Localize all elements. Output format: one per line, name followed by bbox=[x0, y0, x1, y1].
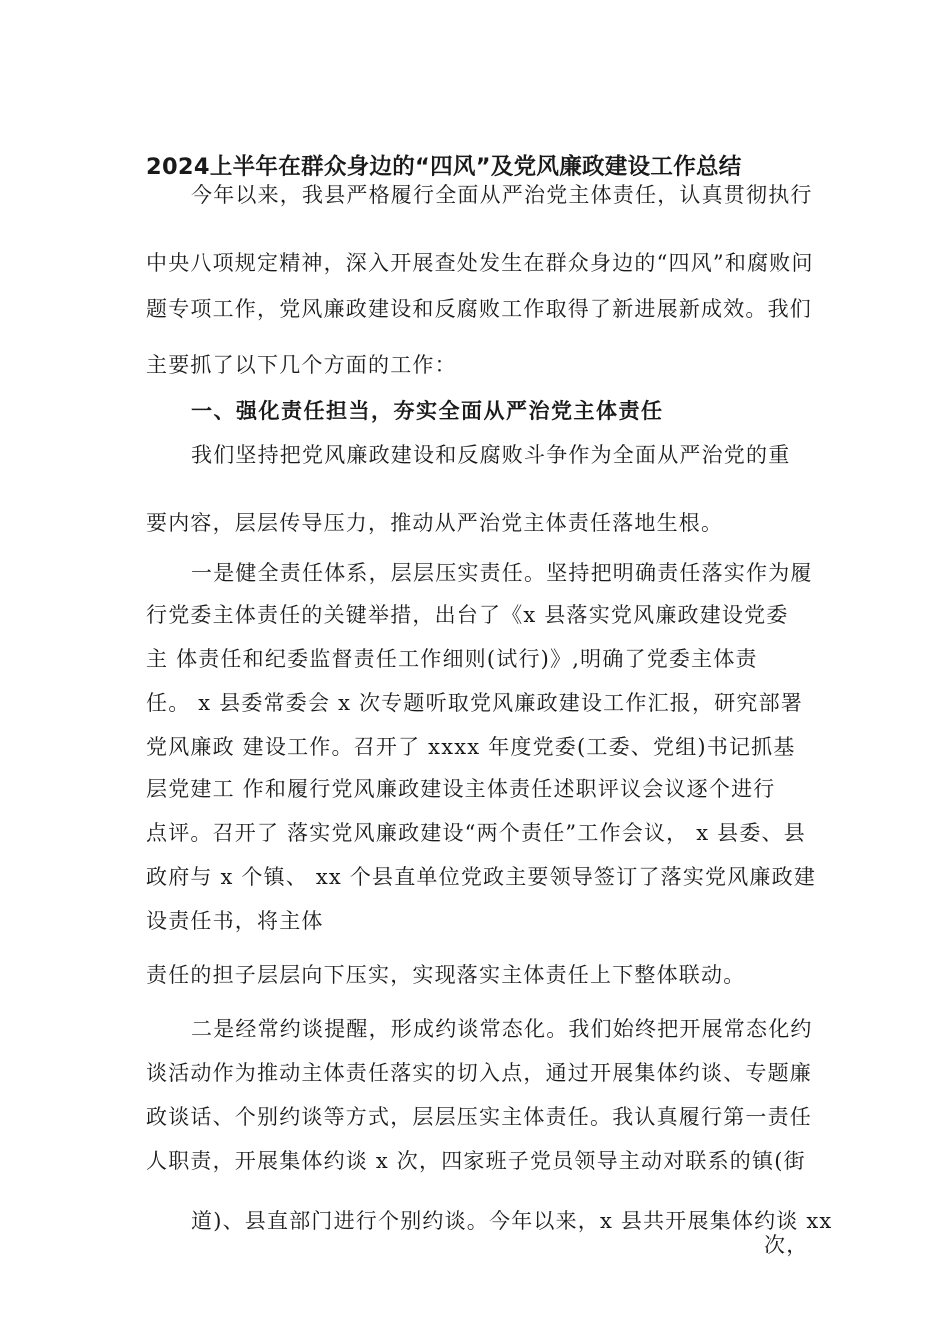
paragraph-line: 主要抓了以下几个方面的工作： bbox=[146, 353, 457, 377]
paragraph-line: 党风廉政 建设工作。召开了 xxxx 年度党委(工委、党组)书记抓基 bbox=[146, 735, 796, 759]
paragraph-line: 责任的担子层层向下压实，实现落实主体责任上下整体联动。 bbox=[146, 963, 746, 987]
paragraph-line: 人职责，开展集体约谈 x 次，四家班子党员领导主动对联系的镇(街 bbox=[146, 1149, 806, 1173]
paragraph-line: 设责任书，将主体 bbox=[146, 909, 324, 933]
section-heading: 一、强化责任担当，夯实全面从严治党主体责任 bbox=[191, 399, 664, 423]
paragraph-line: 今年以来，我县严格履行全面从严治党主体责任，认真贯彻执行 bbox=[191, 183, 813, 207]
paragraph-line: 政府与 x 个镇、 xx 个县直单位党政主要领导签订了落实党风廉政建 bbox=[146, 865, 817, 889]
document-title: 2024上半年在群众身边的“四风”及党风廉政建设工作总结 bbox=[146, 154, 742, 180]
paragraph-line: 道)、县直部门进行个别约谈。今年以来，x 县共开展集体约谈 xx bbox=[191, 1209, 833, 1233]
paragraph-line: 题专项工作，党风廉政建设和反腐败工作取得了新进展新成效。我们 bbox=[146, 297, 812, 321]
paragraph-line: 点评。召开了 落实党风廉政建设“两个责任”工作会议， x 县委、县 bbox=[146, 821, 806, 845]
paragraph-line: 次， bbox=[764, 1233, 809, 1257]
paragraph-line: 任。 x 县委常委会 x 次专题听取党风廉政建设工作汇报，研究部署 bbox=[146, 691, 803, 715]
paragraph-line: 中央八项规定精神，深入开展查处发生在群众身边的“四风”和腐败问 bbox=[146, 251, 814, 275]
paragraph-line: 二是经常约谈提醒，形成约谈常态化。我们始终把开展常态化约 bbox=[191, 1017, 813, 1041]
paragraph-line: 主 体责任和纪委监督责任工作细则(试行)》,明确了党委主体责 bbox=[146, 647, 758, 671]
paragraph-line: 一是健全责任体系，层层压实责任。坚持把明确责任落实作为履 bbox=[191, 561, 813, 585]
paragraph-line: 层党建工 作和履行党风廉政建设主体责任述职评议会议逐个进行 bbox=[146, 777, 776, 801]
paragraph-line: 政谈话、个别约谈等方式，层层压实主体责任。我认真履行第一责任 bbox=[146, 1105, 812, 1129]
paragraph-line: 谈活动作为推动主体责任落实的切入点，通过开展集体约谈、专题廉 bbox=[146, 1061, 812, 1085]
paragraph-line: 我们坚持把党风廉政建设和反腐败斗争作为全面从严治党的重 bbox=[191, 443, 791, 467]
paragraph-line: 行党委主体责任的关键举措，出台了《x 县落实党风廉政建设党委 bbox=[146, 603, 789, 627]
paragraph-line: 要内容，层层传导压力，推动从严治党主体责任落地生根。 bbox=[146, 511, 724, 535]
